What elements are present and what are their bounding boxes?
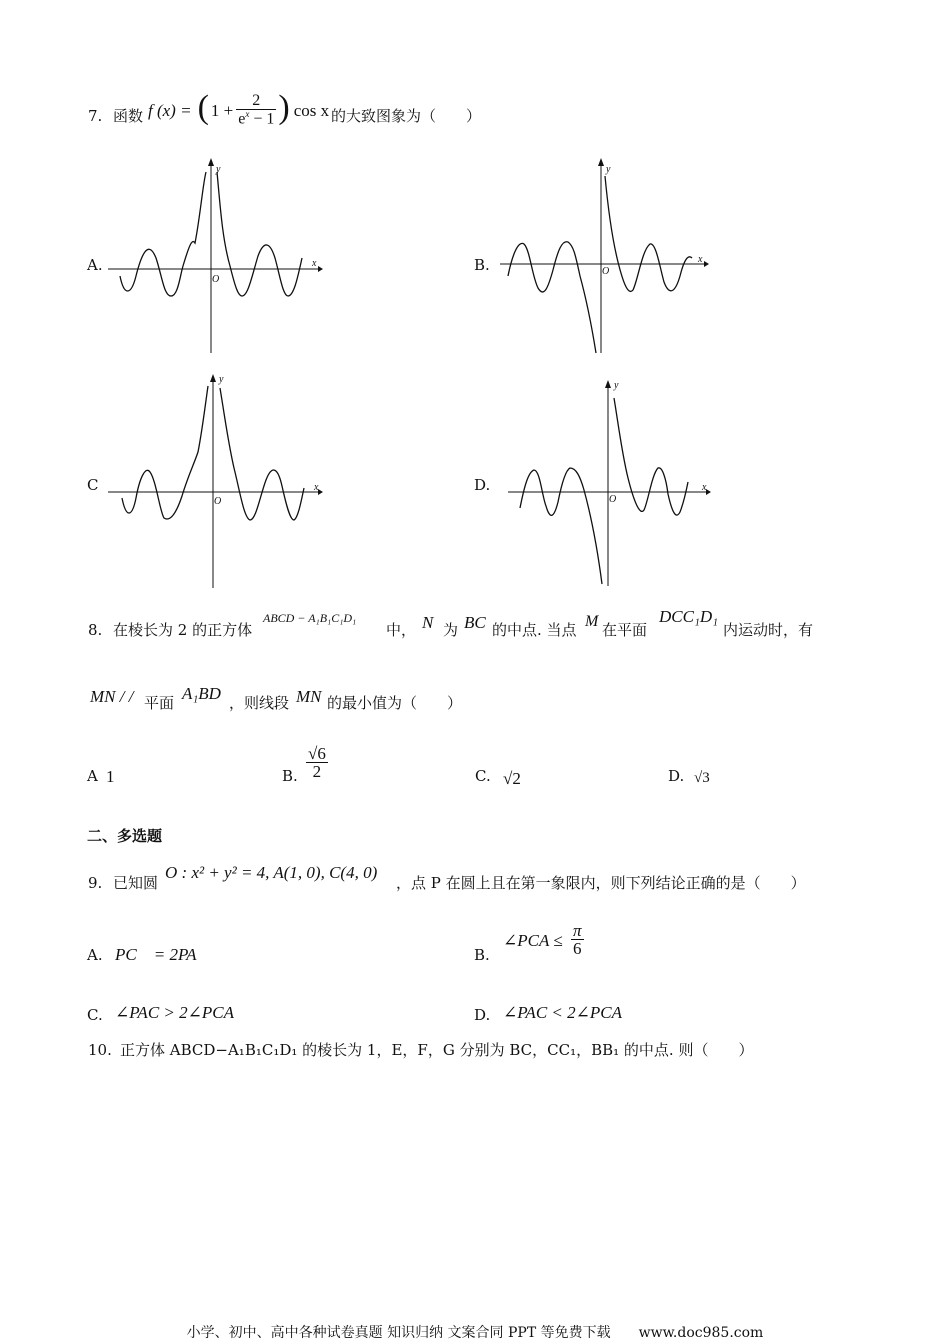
- q9-option-c-value: ∠PAC > 2∠PCA: [115, 1003, 234, 1022]
- q8-M: M: [585, 613, 599, 630]
- graph-d-curve-right: [614, 398, 688, 515]
- q8-option-c-label: C.: [475, 767, 491, 785]
- q9-option-b-left: ∠PCA ≤: [503, 931, 563, 950]
- q8-line1-e: 在平面: [602, 621, 648, 639]
- q8-line2-mn: MN / /: [90, 687, 134, 706]
- graph-d-y-arrow: [605, 380, 611, 388]
- q10-text: 正方体 ABCD−A₁B₁C₁D₁ 的棱长为 1，E，F，G 分别为 BC，CC₁，BB₁ 的中点. 则（ ）: [120, 1041, 754, 1059]
- graph-option-b: [500, 158, 715, 358]
- graph-b-x-label: x: [698, 254, 703, 265]
- graph-d-y-label: y: [614, 380, 619, 391]
- graph-d-x-arrow: [706, 489, 711, 495]
- q9-option-a-value: PC = 2PA: [115, 945, 197, 964]
- graph-d-curve-left: [520, 468, 602, 584]
- q7-fraction-num: 2: [236, 93, 276, 110]
- q9-option-b-label: B.: [474, 946, 490, 964]
- graph-a-y-arrow: [208, 158, 214, 166]
- q8-line1-f: 内运动时，有: [723, 621, 814, 639]
- q7-option-a-label: A.: [87, 256, 103, 274]
- q8-option-a-label: A: [87, 767, 98, 785]
- q7-suffix: 的大致图象为（ ）: [331, 107, 482, 125]
- graph-option-a: [108, 158, 323, 358]
- q8-line2-c: 的最小值为（ ）: [327, 694, 463, 712]
- q8-line1-c: 为: [443, 621, 459, 639]
- graph-b-origin: O: [602, 266, 610, 277]
- q8-option-b-num: √6: [308, 744, 326, 763]
- page-footer: 小学、初中、高中各种试卷真题 知识归纳 文案合同 PPT 等免费下载 www.doc985.com: [186, 1325, 764, 1341]
- q10-number: 10.: [88, 1041, 112, 1059]
- graph-b-curve-left: [508, 242, 596, 353]
- q8-N: N: [422, 613, 434, 632]
- q7-option-b-label: B.: [474, 256, 490, 274]
- q8-line1-b: 中，: [386, 621, 417, 639]
- q7-left-paren: (: [197, 89, 209, 126]
- q9-option-d-value: ∠PAC < 2∠PCA: [503, 1003, 622, 1022]
- q8-option-c-value: √2: [503, 769, 521, 788]
- q8-line1-a: 在棱长为 2 的正方体: [113, 621, 253, 639]
- q8-line1-d: 的中点. 当点: [492, 621, 577, 639]
- graph-option-d: [508, 378, 718, 590]
- q7-option-c-label: C: [87, 476, 99, 494]
- section-multiple-choice-heading: 二、多选题: [87, 827, 163, 845]
- graph-d-origin: O: [609, 494, 617, 505]
- graph-b-curve-right: [605, 176, 692, 291]
- graph-a-origin: O: [212, 274, 220, 285]
- graph-a-curve-right: [217, 172, 302, 296]
- q9-option-b-num: π: [573, 921, 582, 940]
- q7-formula: [148, 86, 329, 134]
- q7-formula-one: 1 +: [210, 100, 234, 120]
- q7-fraction: [236, 93, 276, 127]
- graph-c-curve-right: [220, 388, 304, 520]
- graph-a-x-label: x: [312, 258, 317, 269]
- graph-d-x-label: x: [702, 482, 707, 493]
- graph-b-y-label: y: [606, 164, 611, 175]
- q7-option-d-label: D.: [474, 476, 491, 494]
- graph-option-c: [108, 372, 323, 592]
- q9-option-d-label: D.: [474, 1006, 491, 1024]
- q7-right-paren: ): [278, 89, 290, 126]
- q9-option-b-fraction: [571, 922, 584, 957]
- q7-prefix: 函数: [113, 107, 144, 125]
- q8-BC: BC: [464, 613, 486, 632]
- q8-plane2: A₁BD: [182, 684, 221, 703]
- q7-formula-tail: cos x: [293, 100, 330, 120]
- graph-b-x-arrow: [704, 261, 709, 267]
- graph-c-y-arrow: [210, 374, 216, 382]
- q9-prefix: 已知圆: [113, 874, 159, 892]
- q7-number: 7.: [88, 107, 103, 125]
- q9-suffix: ，点 P 在圆上且在第一象限内，则下列结论正确的是（ ）: [396, 874, 806, 892]
- graph-c-curve-left: [122, 386, 208, 519]
- graph-a-curve-left: [120, 172, 206, 296]
- q8-line2-b: ，则线段: [229, 694, 290, 712]
- graph-c-x-arrow: [318, 489, 323, 495]
- q8-plane: DCC₁D₁: [659, 607, 719, 626]
- graph-c-origin: O: [214, 496, 222, 507]
- q9-option-b-den: 6: [573, 939, 582, 958]
- q7-formula-lhs: f (x) =: [148, 100, 192, 120]
- q8-option-b-label: B.: [282, 767, 298, 785]
- q8-option-b-fraction: [306, 745, 328, 780]
- q8-line2-a: 平面: [144, 694, 175, 712]
- q8-line2-mn2: MN: [296, 687, 322, 706]
- q9-option-c-label: C.: [87, 1006, 103, 1024]
- graph-c-x-label: x: [314, 482, 319, 493]
- q8-number: 8.: [88, 621, 103, 639]
- graph-b-y-arrow: [598, 158, 604, 166]
- q8-option-a-value: 1: [106, 767, 115, 786]
- q8-option-d-value: √3: [694, 770, 710, 786]
- q9-number: 9.: [88, 874, 103, 892]
- q8-option-d-label: D.: [668, 767, 685, 785]
- q8-option-b-den: 2: [312, 762, 322, 781]
- q9-formula: O : x² + y² = 4, A(1, 0), C(4, 0): [165, 863, 378, 882]
- q7-fraction-den: $e^x - 1$: [238, 108, 275, 128]
- graph-a-y-label: y: [216, 164, 221, 175]
- graph-a-x-arrow: [318, 266, 323, 272]
- q9-option-a-label: A.: [87, 946, 103, 964]
- q8-cube: ABCD − A₁B₁C₁D₁: [263, 611, 357, 625]
- graph-c-y-label: y: [219, 374, 224, 385]
